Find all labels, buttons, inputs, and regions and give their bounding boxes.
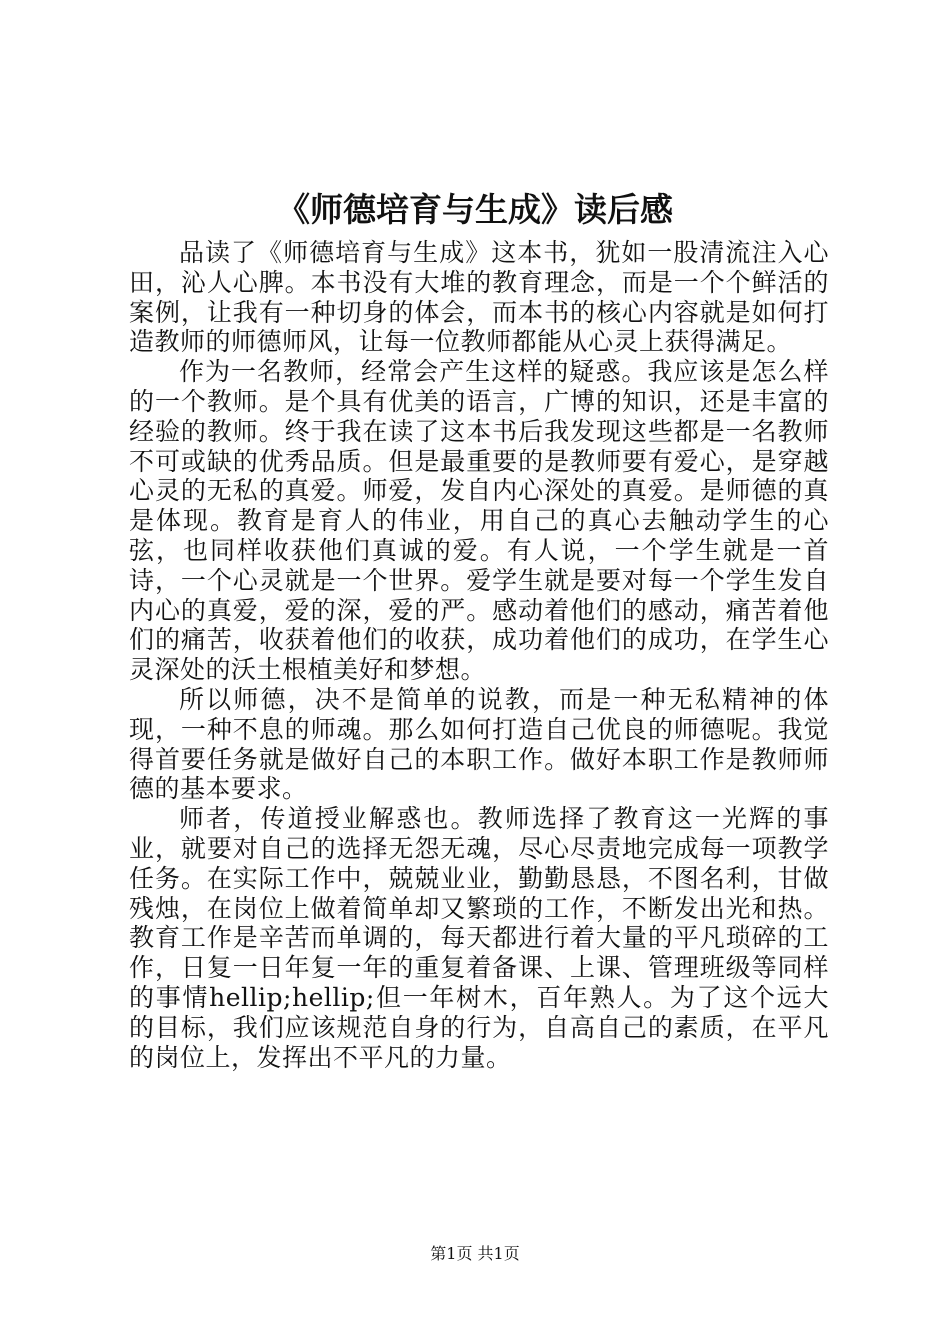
paragraph-3: 所以师德，决不是简单的说教，而是一种无私精神的体现，一种不息的师魂。那么如何打造自己优良的师德呢。我觉得首要任务就是做好自己的本职工作。做好本职工作是教师师德的基本要求。 xyxy=(129,684,829,804)
page-number-footer: 第1页 共1页 xyxy=(430,1244,520,1263)
paragraph-1: 品读了《师德培育与生成》这本书，犹如一股清流注入心田，沁人心脾。本书没有大堆的教育理念，而是一个个鲜活的案例，让我有一种切身的体会，而本书的核心内容就是如何打造教师的师德师风，让每一位教师都能从心灵上获得满足。 xyxy=(129,238,829,357)
paragraph-2: 作为一名教师，经常会产生这样的疑惑。我应该是怎么样的一个教师。是个具有优美的语言，广博的知识，还是丰富的经验的教师。终于我在读了这本书后我发现这些都是一名教师不可或缺的优秀品质。但是最重要的是教师要有爱心，是穿越心灵的无私的真爱。师爱，发自内心深处的真爱。是师德的真是体现。教育是育人的伟业，用自己的真心去触动学生的心弦，也同样收获他们真诚的爱。有人说，一个学生就是一首诗，一个心灵就是一个世界。爱学生就是要对每一个学生发自内心的真爱，爱的深，爱的严。感动着他们的感动，痛苦着他们的痛苦，收获着他们的收获，成功着他们的成功，在学生心灵深处的沃土根植美好和梦想。 xyxy=(129,357,829,685)
document-title: 《师德培育与生成》读后感 xyxy=(277,190,673,229)
document-body xyxy=(129,238,829,1072)
paragraph-4: 师者，传道授业解惑也。教师选择了教育这一光辉的事业，就要对自己的选择无怨无魂，尽心尽责地完成每一项教学任务。在实际工作中，兢兢业业，勤勤恳恳，不图名利，甘做残烛，在岗位上做着简单却又繁琐的工作，不断发出光和热。教育工作是辛苦而单调的，每天都进行着大量的平凡琐碎的工作，日复一日年复一年的重复着备课、上课、管理班级等同样的事情hellip;hellip;但一年树木，百年熟人。为了这个远大的目标，我们应该规范自身的行为，自高自己的素质，在平凡的岗位上，发挥出不平凡的力量。 xyxy=(129,804,829,1072)
